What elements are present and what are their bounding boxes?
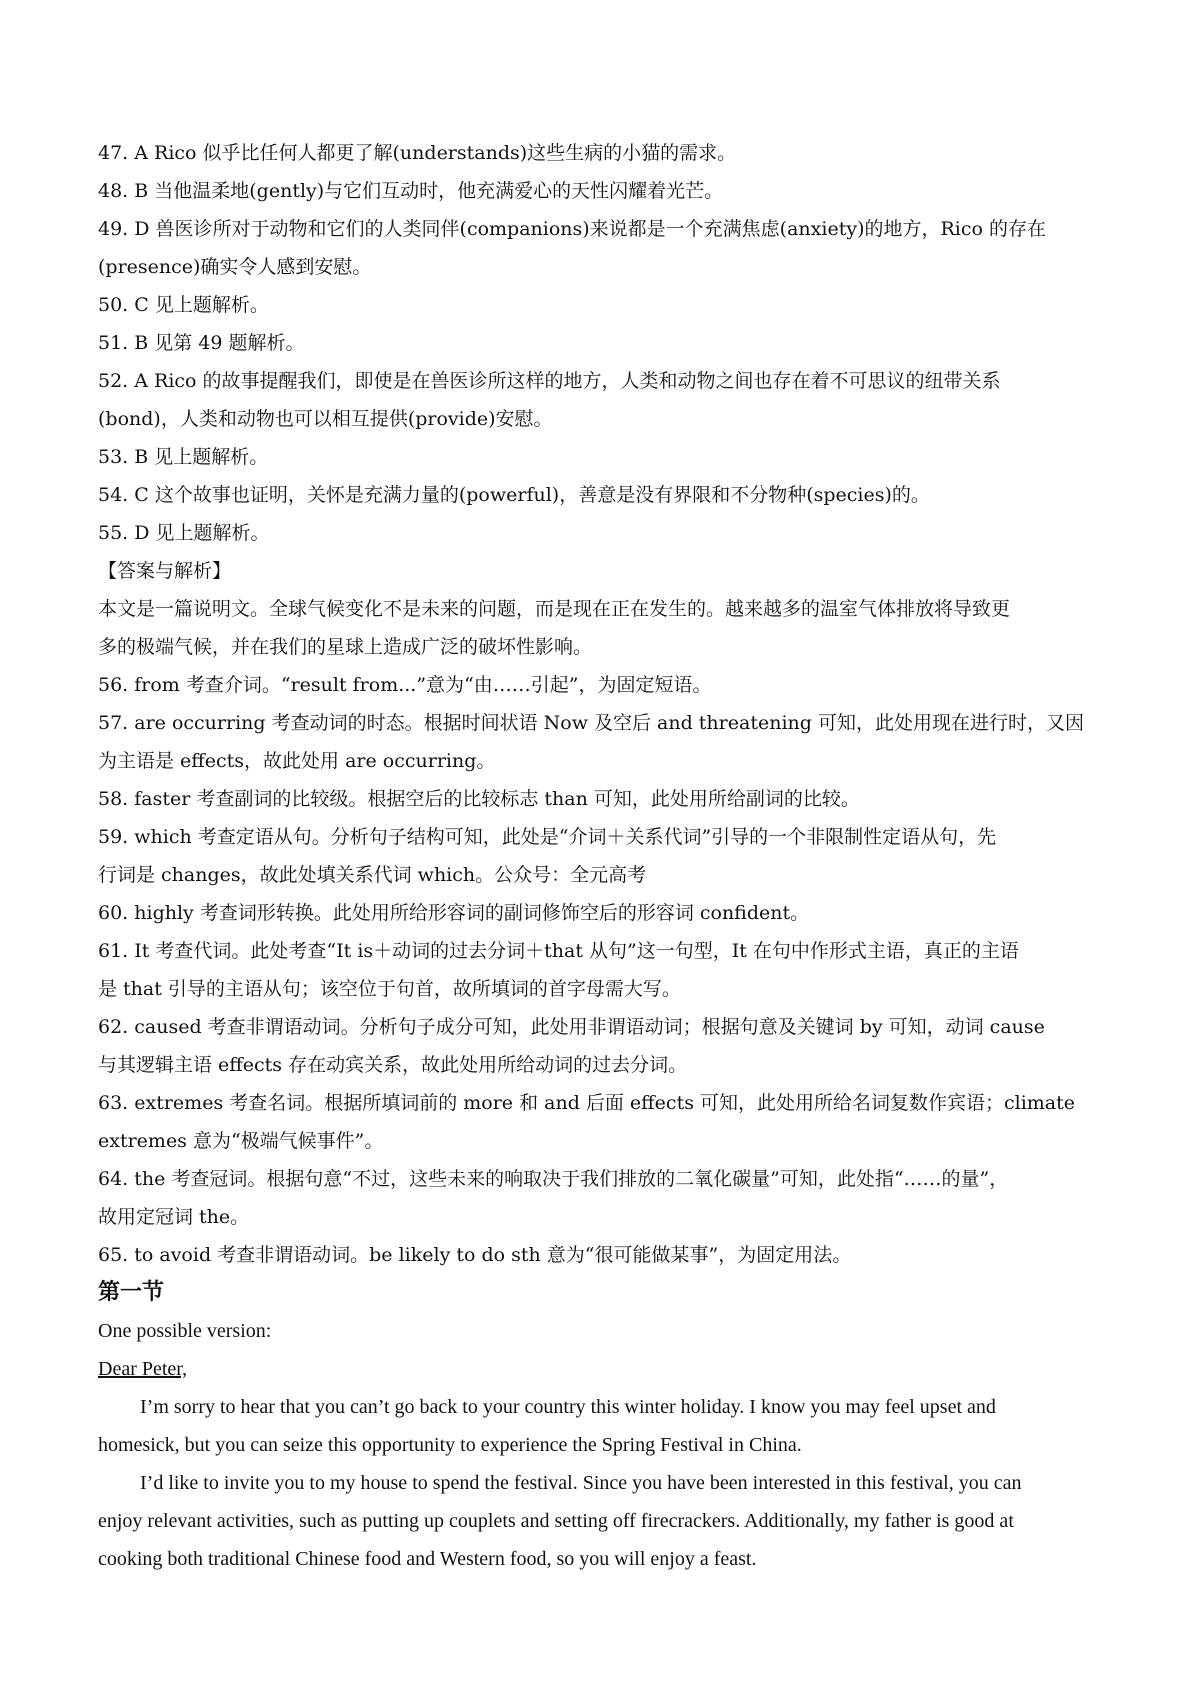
intro-line-2: 多的极端气候，并在我们的星球上造成广泛的破坏性影响。 — [98, 636, 593, 658]
answer-62-line-2: 与其逻辑主语 effects 存在动宾关系，故此处用所给动词的过去分词。 — [98, 1054, 688, 1076]
answer-58: 58. faster 考查副词的比较级。根据空后的比较标志 than 可知，此处用所给副词的比较。 — [98, 788, 860, 810]
answer-50: 50. C 见上题解析。 — [98, 294, 269, 316]
section-heading: 第一节 — [98, 1280, 165, 1305]
answer-61-line-1: 61. It 考查代词。此处考查“It is＋动词的过去分词＋that 从句”这一句型，It 在句中作形式主语，真正的主语 — [98, 940, 1019, 962]
answer-48: 48. B 当他温柔地(gently)与它们互动时，他充满爱心的天性闪耀着光芒。 — [98, 180, 724, 202]
answer-64-line-2: 故用定冠词 the。 — [98, 1206, 250, 1228]
answer-55: 55. D 见上题解析。 — [98, 522, 270, 544]
answer-61-line-2: 是 that 引导的主语从句；该空位于句首，故所填词的首字母需大写。 — [98, 978, 681, 1000]
letter-body — [98, 1388, 1110, 1578]
answer-59-line-2: 行词是 changes，故此处填关系代词 which。公众号：全元高考 — [98, 864, 647, 886]
letter-paragraph-2-line-1: I’d like to invite you to my house to spend the festival. Since you have been interested in this festival, you can — [140, 1472, 1022, 1494]
answer-63-line-2: extremes 意为“极端气候事件”。 — [98, 1130, 384, 1152]
answer-53: 53. B 见上题解析。 — [98, 446, 269, 468]
answer-52-line-1: 52. A Rico 的故事提醒我们，即使是在兽医诊所这样的地方，人类和动物之间也存在着不可思议的纽带关系 — [98, 370, 1001, 392]
answer-65: 65. to avoid 考查非谓语动词。be likely to do sth 意为“很可能做某事”，为固定用法。 — [98, 1244, 852, 1266]
section-label: 【答案与解析】 — [98, 560, 232, 582]
answer-64-line-1: 64. the 考查冠词。根据句意“不过，这些未来的响取决于我们排放的二氧化碳量”可知，此处指“……的量”， — [98, 1168, 1009, 1190]
answer-57-line-1: 57. are occurring 考查动词的时态。根据时间状语 Now 及空后 and threatening 可知，此处用现在进行时，又因 — [98, 712, 1084, 734]
answer-56: 56. from 考查介词。“result from...”意为“由……引起”，为固定短语。 — [98, 674, 712, 696]
answer-63-line-1: 63. extremes 考查名词。根据所填词前的 more 和 and 后面 effects 可知，此处用所给名词复数作宾语；climate — [98, 1092, 1076, 1114]
letter-paragraph-2-line-3: cooking both traditional Chinese food and Western food, so you will enjoy a feast. — [98, 1548, 757, 1570]
answer-52-line-2: (bond)，人类和动物也可以相互提供(provide)安慰。 — [98, 408, 553, 430]
answer-62-line-1: 62. caused 考查非谓语动词。分析句子成分可知，此处用非谓语动词；根据句意及关键词 by 可知，动词 cause — [98, 1016, 1045, 1038]
answer-60: 60. highly 考查词形转换。此处用所给形容词的副词修饰空后的形容词 confident。 — [98, 902, 810, 924]
letter-paragraph-2-line-2: enjoy relevant activities, such as putting up couplets and setting off firecrackers. Additionally, my father is good at — [98, 1510, 1014, 1532]
letter-paragraph-1-line-1: I’m sorry to hear that you can’t go back to your country this winter holiday. I know you may feel upset and — [140, 1396, 996, 1418]
intro-line-1: 本文是一篇说明文。全球气候变化不是未来的问题，而是现在正在发生的。越来越多的温室气体排放将导致更 — [98, 598, 1011, 620]
answer-57-line-2: 为主语是 effects，故此处用 are occurring。 — [98, 750, 496, 772]
answer-47: 47. A Rico 似乎比任何人都更了解(understands)这些生病的小猫的需求。 — [98, 142, 737, 164]
answer-49-line-2: (presence)确实令人感到安慰。 — [98, 256, 372, 278]
answer-51: 51. B 见第 49 题解析。 — [98, 332, 305, 354]
answers-block-1 — [98, 134, 1110, 552]
intro-paragraph — [98, 590, 1110, 666]
answer-49-line-1: 49. D 兽医诊所对于动物和它们的人类同伴(companions)来说都是一个充满焦虑(anxiety)的地方，Rico 的存在 — [98, 218, 1046, 240]
letter-salutation: Dear Peter, — [98, 1358, 188, 1380]
letter-paragraph-1-line-2: homesick, but you can seize this opportunity to experience the Spring Festival in China. — [98, 1434, 802, 1456]
answers-block-2 — [98, 666, 1110, 1274]
version-label: One possible version: — [98, 1320, 272, 1342]
document-content — [98, 134, 1110, 1578]
answer-59-line-1: 59. which 考查定语从句。分析句子结构可知，此处是“介词＋关系代词”引导的一个非限制性定语从句，先 — [98, 826, 997, 848]
answer-54: 54. C 这个故事也证明，关怀是充满力量的(powerful)，善意是没有界限和不分物种(species)的。 — [98, 484, 930, 506]
